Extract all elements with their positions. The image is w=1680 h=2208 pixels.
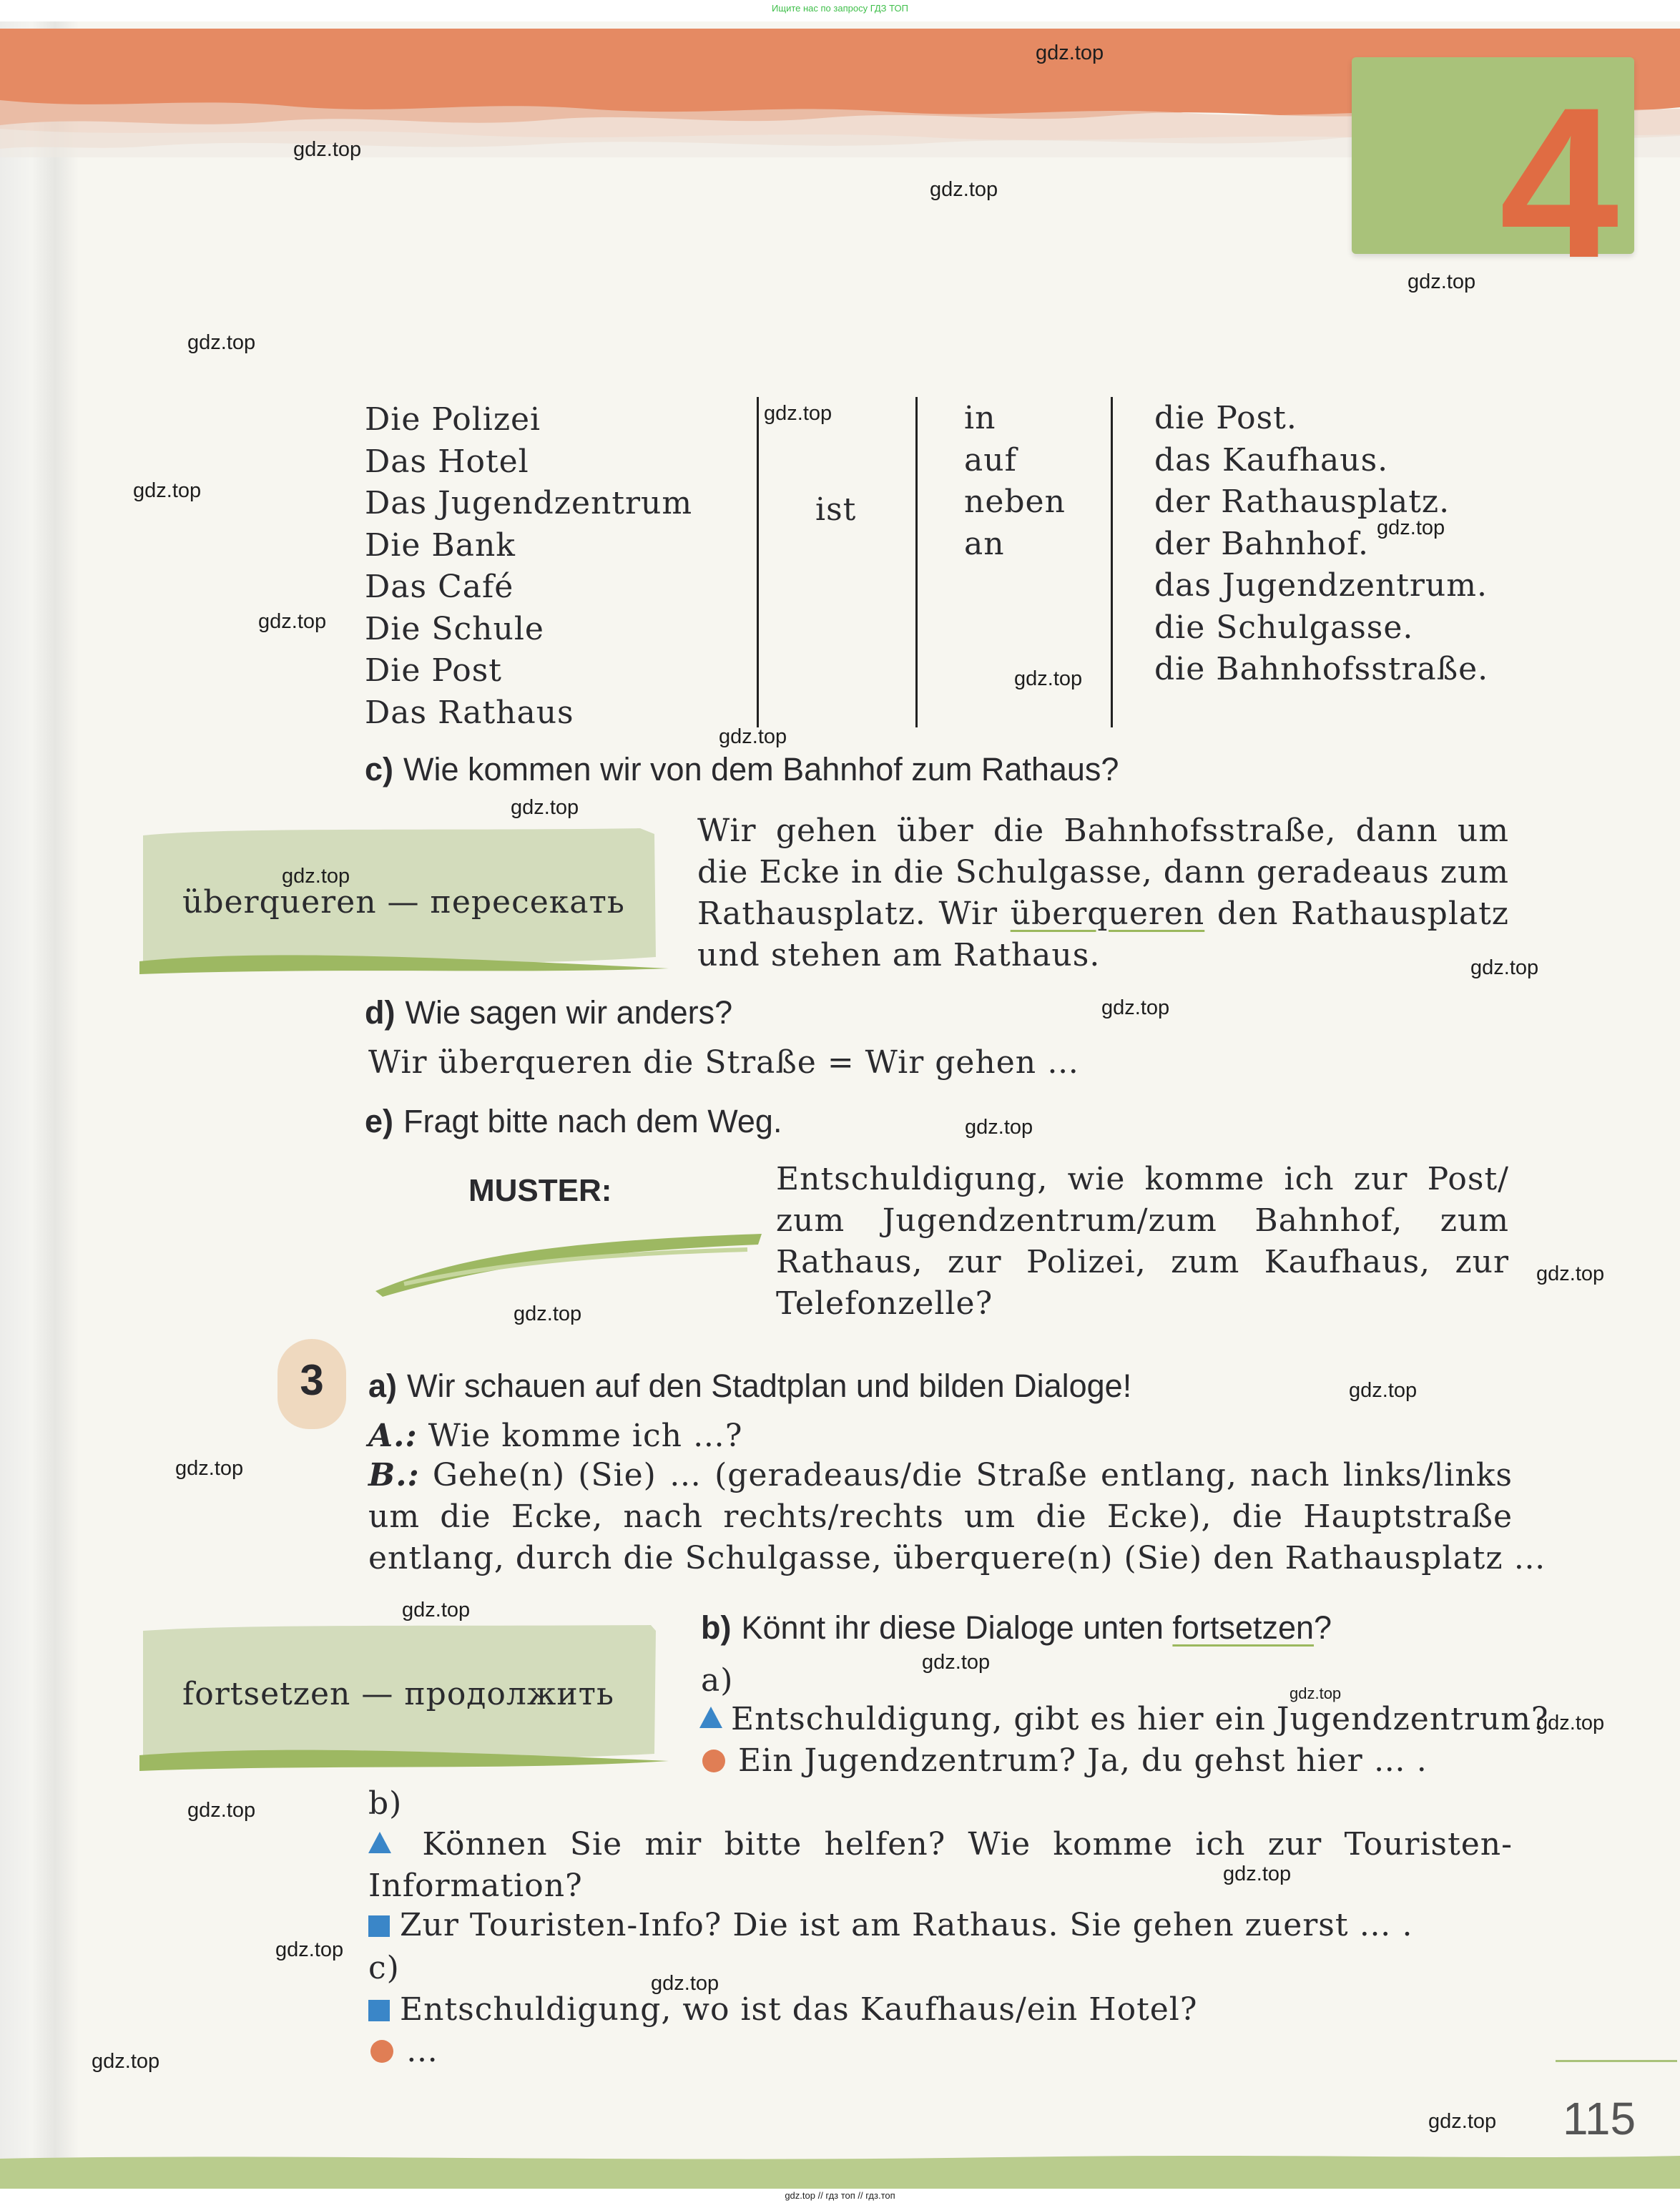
- speaker-a-label: A.:: [368, 1418, 418, 1454]
- task-3-number: 3: [300, 1356, 324, 1404]
- muster-label: MUSTER:: [468, 1173, 612, 1208]
- table-subject: Die Post: [365, 652, 502, 689]
- underlined-word-uberqueren: überqueren: [1010, 896, 1205, 932]
- watermark: gdz.top: [1377, 516, 1445, 539]
- watermark: gdz.top: [1536, 1712, 1605, 1734]
- dialog-b-text: Können Sie mir bitte helfen? Wie komme ich zur Touristen-: [422, 1826, 1513, 1863]
- square-marker-icon: [368, 2000, 390, 2021]
- muster-line: Telefonzelle?: [776, 1285, 993, 1322]
- footer-band: [0, 2153, 1680, 2189]
- table-preposition: an: [964, 525, 1005, 562]
- watermark: gdz.top: [187, 1799, 256, 1822]
- speaker-b-line: um die Ecke, nach rechts/rechts um die Ecke), die Hauptstraße: [368, 1498, 1513, 1535]
- task-3a-speaker-a-line: [368, 1418, 743, 1454]
- task-d-question: Wie sagen wir anders?: [405, 994, 733, 1031]
- watermark: gdz.top: [965, 1116, 1033, 1139]
- task-3b-text-end: ?: [1314, 1609, 1332, 1646]
- chapter-number: 4: [1499, 62, 1619, 303]
- dialog-b-line2: [368, 1907, 1413, 1943]
- dialog-a-line1: [699, 1701, 1549, 1737]
- page-number-rule: [1556, 2060, 1677, 2062]
- dialog-c-text: …: [406, 2033, 438, 2069]
- bottom-hint: gdz.top // гдз топ // гдз.топ: [785, 2190, 895, 2201]
- task-e-label: e): [365, 1103, 394, 1139]
- watermark: gdz.top: [187, 331, 256, 354]
- watermark: gdz.top: [719, 725, 787, 748]
- dialog-c-text: Entschuldigung, wo ist das Kaufhaus/ein Hotel?: [400, 1991, 1198, 2028]
- table-places: [1154, 398, 1488, 691]
- muster-line: Entschuldigung, wie komme ich zur Post/: [776, 1161, 1509, 1197]
- book-spine: [0, 21, 79, 2189]
- watermark: gdz.top: [175, 1457, 244, 1480]
- dialog-b-line1: [368, 1824, 1513, 1907]
- table-divider: [1111, 397, 1113, 727]
- dialog-c-line1: [368, 1991, 1197, 2028]
- task-3a-text: Wir schauen auf den Stadtplan und bilden Dialoge!: [407, 1368, 1132, 1404]
- watermark: gdz.top: [1408, 270, 1476, 293]
- dialog-a-text: Ein Jugendzentrum? Ja, du gehst hier … .: [738, 1742, 1428, 1779]
- table-place: das Kaufhaus.: [1154, 441, 1389, 479]
- dialog-a-label: a): [701, 1662, 734, 1699]
- speaker-b-line: entlang, durch die Schulgasse, überquere(n) (Sie) den Rathausplatz …: [368, 1540, 1546, 1576]
- answer-text: Rathausplatz. Wir: [697, 896, 998, 932]
- table-preposition: in: [964, 400, 996, 436]
- table-divider: [915, 397, 918, 727]
- dialog-b-text: Zur Touristen-Info? Die ist am Rathaus. Sie gehen zuerst … .: [400, 1907, 1413, 1943]
- task-c-heading: [365, 751, 1119, 788]
- watermark: gdz.top: [133, 479, 202, 502]
- table-verb: ist: [815, 491, 857, 528]
- watermark: gdz.top: [1470, 956, 1539, 979]
- task-3a-label: a): [368, 1368, 398, 1404]
- watermark: gdz.top: [764, 402, 832, 425]
- task-3b-text: Könnt ihr diese Dialoge unten: [741, 1609, 1164, 1646]
- table-subject: Die Polizei: [365, 401, 541, 438]
- table-preposition: neben: [964, 484, 1066, 520]
- watermark: gdz.top: [930, 178, 998, 201]
- muster-text: [776, 1159, 1509, 1325]
- task-d-label: d): [365, 994, 396, 1031]
- answer-text: den Rathausplatz: [1217, 896, 1509, 932]
- table-subject: Das Hotel: [365, 443, 529, 480]
- table-subject: Das Jugendzentrum: [365, 485, 693, 521]
- dialog-b-text-cont: Information?: [368, 1868, 583, 1904]
- watermark: gdz.top: [514, 1302, 582, 1325]
- muster-line: zum Jugendzentrum/zum Bahnhof, zum: [776, 1202, 1509, 1239]
- task-c-answer-line: die Ecke in die Schulgasse, dann geradeaus zum: [697, 854, 1509, 890]
- watermark: gdz.top: [293, 138, 362, 161]
- triangle-marker-icon: [699, 1707, 722, 1728]
- circle-marker-icon: [702, 1750, 725, 1772]
- top-search-hint: Ищите нас по запросу ГДЗ ТОП: [772, 3, 908, 14]
- watermark: gdz.top: [282, 865, 350, 888]
- task-e-heading: [365, 1103, 782, 1140]
- table-subject: Die Bank: [365, 526, 516, 564]
- speaker-a-text: Wie komme ich …?: [428, 1418, 743, 1454]
- dialog-a-text: Entschuldigung, gibt es hier ein Jugendzentrum?: [731, 1701, 1549, 1737]
- muster-brush-stroke: [375, 1212, 762, 1298]
- watermark: gdz.top: [402, 1599, 471, 1621]
- watermark: gdz.top: [92, 2050, 160, 2073]
- watermark: gdz.top: [1101, 996, 1170, 1019]
- task-c-label: c): [365, 751, 394, 787]
- watermark: gdz.top: [1536, 1262, 1605, 1285]
- table-place: der Rathausplatz.: [1154, 484, 1450, 520]
- watermark: gdz.top: [651, 1972, 719, 1995]
- vocab-uberqueren: überqueren — пересекать: [182, 884, 625, 921]
- task-c-question: Wie kommen wir von dem Bahnhof zum Rathaus?: [403, 751, 1119, 787]
- task-3b-heading: [701, 1609, 1332, 1647]
- watermark: gdz.top: [511, 796, 579, 819]
- watermark: gdz.top: [1223, 1863, 1292, 1885]
- dialog-b-line1a: [368, 1824, 1513, 1865]
- watermark: gdz.top: [1014, 667, 1083, 690]
- speaker-b-line: [368, 1455, 1513, 1496]
- table-place: die Post.: [1154, 400, 1297, 436]
- table-place: das Jugendzentrum.: [1154, 567, 1488, 604]
- task-d-line: Wir überqueren die Straße = Wir gehen …: [368, 1044, 1080, 1081]
- task-d-heading: [365, 994, 732, 1031]
- task-c-answer: [697, 810, 1509, 976]
- task-3a-speaker-b: [368, 1455, 1546, 1579]
- vocab-fortsetzen: fortsetzen — продолжить: [182, 1676, 614, 1712]
- table-preposition: auf: [964, 441, 1017, 479]
- table-subject: Das Café: [365, 569, 514, 605]
- table-subjects: [365, 399, 692, 734]
- dialog-a-line2: [702, 1742, 1428, 1779]
- watermark: gdz.top: [1036, 41, 1104, 64]
- watermark: gdz.top: [275, 1938, 344, 1961]
- underlined-word-fortsetzen: fortsetzen: [1172, 1609, 1315, 1646]
- muster-line: Rathaus, zur Polizei, zum Kaufhaus, zur: [776, 1244, 1509, 1280]
- watermark: gdz.top: [1349, 1379, 1418, 1402]
- speaker-b-label: B.:: [368, 1457, 420, 1493]
- dialog-c-line2: [370, 2033, 438, 2069]
- dialog-c-label: c): [368, 1950, 400, 1986]
- square-marker-icon: [368, 1915, 390, 1937]
- task-3b-label: b): [701, 1609, 732, 1646]
- table-place: die Schulgasse.: [1154, 609, 1414, 646]
- table-divider: [757, 397, 759, 727]
- task-c-answer-line: [697, 893, 1509, 935]
- watermark: gdz.top: [258, 610, 327, 633]
- task-c-answer-line: und stehen am Rathaus.: [697, 937, 1101, 973]
- table-subject: Das Rathaus: [365, 694, 574, 731]
- speaker-b-text: Gehe(n) (Sie) … (geradeaus/die Straße entlang, nach links/links: [432, 1457, 1513, 1493]
- circle-marker-icon: [370, 2040, 393, 2063]
- watermark: gdz.top: [1428, 2110, 1497, 2133]
- task-e-question: Fragt bitte nach dem Weg.: [403, 1103, 782, 1139]
- triangle-marker-icon: [368, 1832, 391, 1853]
- table-prepositions: [964, 398, 1066, 565]
- dialog-b-label: b): [368, 1785, 403, 1822]
- page-number: 115: [1563, 2093, 1636, 2144]
- task-c-answer-line: Wir gehen über die Bahnhofsstraße, dann um: [697, 813, 1509, 849]
- table-place: die Bahnhofsstraße.: [1154, 651, 1489, 687]
- watermark: gdz.top: [922, 1651, 991, 1674]
- watermark: gdz.top: [1290, 1684, 1342, 1702]
- table-place: der Bahnhof.: [1154, 525, 1369, 562]
- table-subject: Die Schule: [365, 610, 544, 647]
- task-3a-heading: [368, 1368, 1131, 1405]
